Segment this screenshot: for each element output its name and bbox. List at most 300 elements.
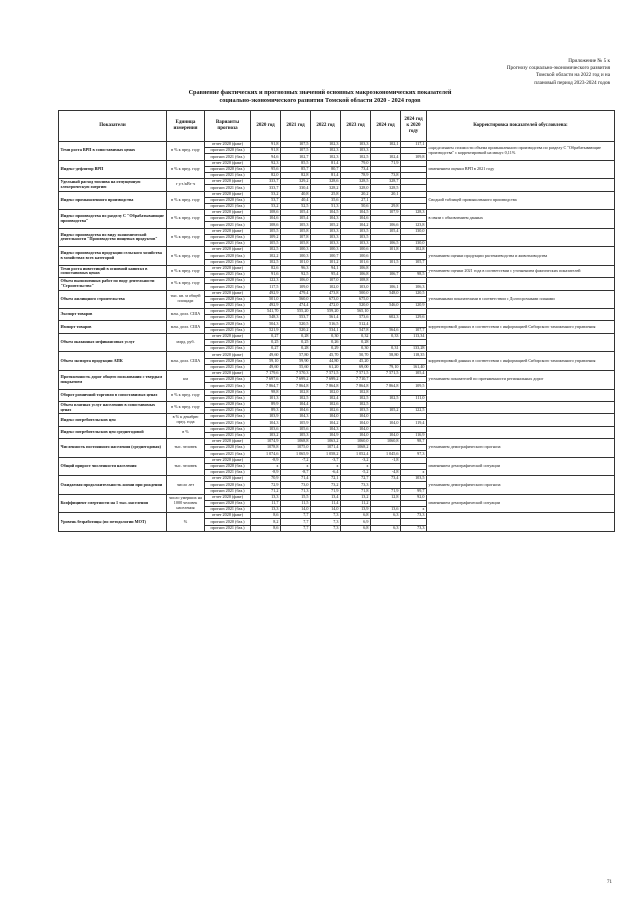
value-cell: 101,2 [311, 259, 341, 265]
ratio-cell: х [401, 507, 427, 513]
variant-cell: прогноз 2021 (баз.) [205, 185, 251, 191]
variant-cell: прогноз 2020 (баз.) [205, 482, 251, 488]
value-cell: 49,60 [251, 364, 281, 370]
value-cell: 564,6 [371, 327, 401, 333]
value-cell: 0,30 [311, 333, 341, 339]
value-cell: 58,80 [371, 352, 401, 358]
value-cell: 107,9 [371, 210, 401, 216]
title-line: Сравнение фактических и прогнозных значений основных макроэкономических показателей [188, 89, 452, 96]
variant-cell: отчет 2020 (факт) [205, 191, 251, 197]
appendix-line: Томской области на 2022 год и на [536, 72, 610, 79]
variant-cell: прогноз 2021 (баз.) [205, 327, 251, 333]
unit-cell: в % к пред. году [167, 210, 205, 229]
variant-cell: прогноз 2020 (баз.) [205, 519, 251, 525]
value-cell: 0,32 [341, 333, 371, 339]
value-cell: 104,2 [341, 222, 371, 228]
value-cell: 89,9 [251, 401, 281, 407]
unit-cell: число умерших на 1000 человек населения [167, 494, 205, 513]
ratio-cell: 111,0 [401, 395, 427, 401]
value-cell: 11,7 [251, 500, 281, 506]
value-cell: 0,28 [341, 340, 371, 346]
indicator-name: Оборот розничной торговли в сопоставимых ценах [59, 389, 167, 401]
ratio-cell: 130,0 [401, 241, 427, 247]
value-cell: 0,33 [371, 333, 401, 339]
value-cell: 108,6 [251, 222, 281, 228]
ratio-cell: 116,9 [401, 432, 427, 438]
value-cell: 14,0 [281, 507, 311, 513]
value-cell: 105,4 [281, 216, 311, 222]
value-cell: 104,2 [311, 420, 341, 426]
variant-cell: отчет 2020 (факт) [205, 142, 251, 148]
ratio-cell: 105,4 [401, 370, 427, 376]
indicator-name: Импорт товаров [59, 321, 167, 333]
value-cell: 573,6 [341, 315, 371, 321]
value-cell: 103,3 [311, 234, 341, 240]
ratio-cell: 106,3 [401, 284, 427, 290]
value-cell: 73,4 [341, 166, 371, 172]
value-cell: 328,5 [341, 179, 371, 185]
value-cell: 105,6 [281, 426, 311, 432]
ratio-cell: 130,0 [401, 228, 427, 234]
value-cell: 0,25 [281, 340, 311, 346]
variant-cell: прогноз 2021 (баз.) [205, 271, 251, 277]
value-cell: 94,1 [311, 265, 341, 271]
table-row [59, 494, 615, 500]
value-cell: 103,6 [251, 426, 281, 432]
comment-cell [427, 426, 615, 438]
value-cell: 104,3 [281, 414, 311, 420]
variant-cell: прогноз 2020 (баз.) [205, 414, 251, 420]
value-cell: 102,5 [281, 395, 311, 401]
value-cell: 20,2 [341, 191, 371, 197]
unit-cell: в % к пред. году [167, 228, 205, 247]
value-cell: -3,7 [311, 457, 341, 463]
value-cell: 107,0 [311, 278, 341, 284]
value-cell: 105,4 [281, 210, 311, 216]
value-cell: 105,3 [281, 432, 311, 438]
variant-cell: прогноз 2020 (баз.) [205, 309, 251, 315]
value-cell: 100,7 [311, 253, 341, 259]
value-cell: 473,8 [311, 290, 341, 296]
value-cell: 328,2 [311, 185, 341, 191]
variant-cell: прогноз 2020 (баз.) [205, 197, 251, 203]
value-cell: 512,4 [341, 321, 371, 327]
variant-cell: прогноз 2020 (баз.) [205, 401, 251, 407]
indicator-name: Индекс-дефлятор ВРП [59, 160, 167, 179]
value-cell: 516,5 [311, 321, 341, 327]
value-cell: 559,20 [311, 309, 341, 315]
value-cell: 61,20 [311, 364, 341, 370]
comment-cell [427, 333, 615, 352]
value-cell: 546,0 [371, 302, 401, 308]
value-cell: 81,4 [311, 172, 341, 178]
value-cell: 69,00 [341, 364, 371, 370]
indicator-name: Уровень безработицы (по методологии МОТ) [59, 513, 167, 532]
value-cell: 94,6 [251, 154, 281, 160]
value-cell: 330,4 [281, 185, 311, 191]
ratio-cell: 97,3 [401, 451, 427, 457]
value-cell: 59,10 [251, 358, 281, 364]
value-cell: 560,0 [281, 296, 311, 302]
appendix-line: плановый период 2023-2024 годов [534, 79, 610, 86]
value-cell: 53,2 [251, 191, 281, 197]
value-cell: 6,3 [371, 513, 401, 519]
value-cell: 500,0 [341, 290, 371, 296]
value-cell: 27,1 [341, 197, 371, 203]
value-cell: 102,7 [281, 154, 311, 160]
variant-cell: отчет 2020 (факт) [205, 247, 251, 253]
ratio-cell: 92,0 [401, 494, 427, 500]
value-cell: 8,6 [251, 513, 281, 519]
value-cell: 7 571,5 [311, 370, 341, 376]
value-cell: 71,4 [281, 476, 311, 482]
value-cell: 548,3 [251, 315, 281, 321]
table-row [59, 439, 615, 445]
variant-cell: прогноз 2020 (баз.) [205, 166, 251, 172]
comment-cell [427, 414, 615, 426]
variant-cell: отчет 2020 (факт) [205, 290, 251, 296]
value-cell: 104,6 [281, 408, 311, 414]
indicator-name: Ожидаемая продолжительность жизни при рождении [59, 476, 167, 495]
value-cell: 520,2 [281, 327, 311, 333]
value-cell: 101,0 [281, 259, 311, 265]
value-cell: 50,70 [341, 352, 371, 358]
variant-cell: прогноз 2020 (баз.) [205, 463, 251, 469]
variant-cell: отчет 2020 (факт) [205, 265, 251, 271]
value-cell: 85,5 [281, 160, 311, 166]
variant-cell: прогноз 2021 (баз.) [205, 432, 251, 438]
value-cell: 13,3 [251, 507, 281, 513]
value-cell: 106,0 [281, 278, 311, 284]
value-cell: 472,0 [311, 302, 341, 308]
unit-cell: млрд. руб. [167, 333, 205, 352]
value-cell: 7 571,5 [341, 370, 371, 376]
ratio-cell: 99,7 [401, 488, 427, 494]
value-cell: 602,3 [371, 315, 401, 321]
value-cell: 521,9 [251, 327, 281, 333]
unit-cell: тыс. человек [167, 439, 205, 458]
value-cell: 12,8 [371, 494, 401, 500]
value-cell: 100,6 [341, 253, 371, 259]
value-cell: 329,2 [281, 179, 311, 185]
value-cell: х [341, 463, 371, 469]
variant-cell: отчет 2020 (факт) [205, 494, 251, 500]
unit-cell: в % к пред. году [167, 278, 205, 290]
comment-cell: Сводной таблицей промышленного производства [427, 191, 615, 210]
value-cell: 98,8 [251, 389, 281, 395]
variant-cell: прогноз 2021 (баз.) [205, 284, 251, 290]
variant-cell: отчет 2020 (факт) [205, 228, 251, 234]
indicator-name: Индекс производства продукции сельского хозяйства в хозяйствах всех категорий [59, 247, 167, 266]
value-cell: 0,28 [281, 333, 311, 339]
value-cell: 6,8 [341, 525, 371, 531]
unit-cell: км [167, 370, 205, 389]
value-cell: 107,5 [281, 148, 311, 154]
ratio-cell: 123,8 [401, 222, 427, 228]
value-cell: 104,0 [341, 432, 371, 438]
variant-cell: прогноз 2020 (баз.) [205, 358, 251, 364]
value-cell: 7 864,8 [371, 383, 401, 389]
ratio-cell: 109,5 [401, 383, 427, 389]
value-cell: 13,4 [311, 494, 341, 500]
table-row [59, 414, 615, 420]
table-row [59, 210, 615, 216]
value-cell: 7 864,8 [311, 383, 341, 389]
value-cell: 1060,0 [341, 439, 371, 445]
unit-cell: в % к пред. году [167, 247, 205, 266]
table-row [59, 333, 615, 339]
ratio-cell: 133,28 [401, 346, 427, 352]
variant-cell: прогноз 2021 (баз.) [205, 241, 251, 247]
comment-cell [427, 179, 615, 191]
table-row [59, 513, 615, 519]
value-cell: 104,6 [341, 216, 371, 222]
value-cell: 555,20 [281, 309, 311, 315]
value-cell: 101,6 [341, 259, 371, 265]
comment-cell [427, 389, 615, 401]
comment-cell: уточнением демографического прогноза [427, 476, 615, 495]
variant-cell: прогноз 2021 (баз.) [205, 364, 251, 370]
indicator-name: Объем экспорта продукции АПК [59, 352, 167, 371]
table-row [59, 247, 615, 253]
value-cell: 7 699,2 [311, 377, 341, 383]
variant-cell: прогноз 2021 (баз.) [205, 395, 251, 401]
value-cell: х [281, 463, 311, 469]
variant-cell: прогноз 2021 (баз.) [205, 488, 251, 494]
variant-cell: прогноз 2021 (баз.) [205, 302, 251, 308]
page-number: 71 [607, 880, 612, 885]
header-2024: 2024 год [371, 111, 401, 142]
value-cell: 96,3 [281, 265, 311, 271]
comment-cell [427, 401, 615, 413]
ratio-cell: 119,4 [401, 420, 427, 426]
value-cell: 673,0 [311, 296, 341, 302]
table-row [59, 401, 615, 407]
value-cell: 8,2 [251, 519, 281, 525]
indicator-name: Объем жилищного строительства [59, 290, 167, 309]
variant-cell: отчет 2020 (факт) [205, 476, 251, 482]
value-cell: 328,5 [371, 185, 401, 191]
value-cell: 548,0 [371, 290, 401, 296]
value-cell: 103,0 [341, 284, 371, 290]
value-cell: 104,3 [311, 426, 341, 432]
unit-cell: тыс. человек [167, 457, 205, 476]
variant-cell: отчет 2020 (факт) [205, 513, 251, 519]
header-comment: Корректировка показателей обусловлена: [427, 111, 615, 142]
value-cell: 102,5 [251, 247, 281, 253]
indicator-name: Численность постоянного населения (среднегодовая) [59, 439, 167, 458]
value-cell: 59,90 [281, 358, 311, 364]
value-cell: 107,5 [281, 142, 311, 148]
value-cell: 7,3 [311, 525, 341, 531]
value-cell: 95,4 [311, 271, 341, 277]
value-cell: 8,6 [251, 525, 281, 531]
header-2022: 2022 год [311, 111, 341, 142]
value-cell: 108,6 [251, 210, 281, 216]
value-cell: 0,25 [251, 340, 281, 346]
value-cell: 71,9 [371, 160, 401, 166]
value-cell: 81,4 [311, 160, 341, 166]
comment-cell [427, 228, 615, 247]
value-cell: 103,3 [341, 142, 371, 148]
indicator-name: Общий прирост численности населения [59, 457, 167, 476]
value-cell: х [311, 463, 341, 469]
unit-cell: число лет [167, 476, 205, 495]
value-cell: 102,3 [311, 148, 341, 154]
ratio-cell: х [401, 469, 427, 475]
variant-cell: отчет 2020 (факт) [205, 352, 251, 358]
variant-cell: прогноз 2021 (баз.) [205, 451, 251, 457]
value-cell: 45,20 [341, 358, 371, 364]
comment-cell [427, 309, 615, 321]
value-cell: 547,8 [341, 327, 371, 333]
unit-cell: в % к декабрю пред. года [167, 414, 205, 426]
value-cell: 102,4 [311, 395, 341, 401]
ratio-cell: 117,1 [401, 142, 427, 148]
value-cell: 71,2 [251, 488, 281, 494]
value-cell: 92,5 [281, 271, 311, 277]
value-cell: 1074,9 [251, 439, 281, 445]
value-cell: 122,3 [251, 278, 281, 284]
value-cell: 7,7 [281, 519, 311, 525]
table-row [59, 309, 615, 315]
ratio-cell: 98,7 [401, 439, 427, 445]
value-cell: 492,9 [251, 302, 281, 308]
value-cell: 7 179,6 [251, 370, 281, 376]
value-cell: 7,3 [311, 519, 341, 525]
value-cell: 91,8 [251, 142, 281, 148]
value-cell: 103,3 [311, 228, 341, 234]
value-cell: 82,8 [281, 172, 311, 178]
value-cell: 15,5 [281, 494, 311, 500]
value-cell: 103,5 [341, 408, 371, 414]
header-2023: 2023 год [341, 111, 371, 142]
variant-cell: отчет 2020 (факт) [205, 160, 251, 166]
variant-cell: прогноз 2021 (баз.) [205, 408, 251, 414]
header-variant: Варианты прогноза [205, 111, 251, 142]
variant-cell: прогноз 2020 (баз.) [205, 296, 251, 302]
indicator-name: Коэффициент смертности на 1 тыс. населения [59, 494, 167, 513]
indicator-name: Индекс производства по виду экономической деятельности "Производство пищевых продуктов" [59, 228, 167, 247]
value-cell: 102,6 [311, 401, 341, 407]
value-cell: 100,3 [281, 247, 311, 253]
header-ratio: 2024 год к 2020 году [401, 111, 427, 142]
value-cell: 25,8 [311, 191, 341, 197]
value-cell: 105,5 [251, 228, 281, 234]
value-cell: 1068,2 [341, 445, 371, 451]
unit-cell: % [167, 513, 205, 532]
ratio-cell: 98,5 [401, 271, 427, 277]
value-cell: 73,8 [371, 172, 401, 178]
comment-cell [427, 513, 615, 532]
table-row [59, 179, 615, 185]
value-cell: 71,9 [371, 488, 401, 494]
variant-cell: прогноз 2020 (баз.) [205, 216, 251, 222]
value-cell: 1 074,6 [251, 451, 281, 457]
value-cell: -1,8 [371, 457, 401, 463]
value-cell: 91,6 [251, 271, 281, 277]
value-cell: -8,7 [281, 469, 311, 475]
table-row [59, 476, 615, 482]
comment-cell: уточненными показателями в соответствии с Долгосрочными планами [427, 290, 615, 309]
variant-cell: отчет 2020 (факт) [205, 370, 251, 376]
value-cell: 7 710,7 [341, 377, 371, 383]
indicator-name: Объем платных услуг населению в сопоставимых ценах [59, 401, 167, 413]
indicators-table [58, 110, 615, 532]
variant-cell: прогноз 2021 (баз.) [205, 525, 251, 531]
value-cell: 101,5 [371, 259, 401, 265]
ratio-cell: 113,34 [401, 333, 427, 339]
value-cell: 102,3 [311, 154, 341, 160]
value-cell: 1068,8 [281, 439, 311, 445]
value-cell: 107,8 [281, 234, 311, 240]
value-cell: 7,7 [281, 513, 311, 519]
value-cell: 105,8 [281, 241, 311, 247]
value-cell: -4,8 [371, 469, 401, 475]
value-cell: 49,60 [251, 352, 281, 358]
value-cell: 82,6 [251, 265, 281, 271]
value-cell: 73,0 [281, 482, 311, 488]
value-cell: 102,0 [311, 389, 341, 395]
value-cell: 104,0 [341, 414, 371, 420]
value-cell: 100,6 [341, 247, 371, 253]
value-cell: 105,8 [281, 228, 311, 234]
indicator-name: Индекс потребительских цен среднегодовой [59, 426, 167, 438]
value-cell: 7 864,8 [341, 383, 371, 389]
unit-cell: в % к пред. году [167, 265, 205, 277]
value-cell: 106,8 [341, 265, 371, 271]
value-cell: 6,9 [341, 519, 371, 525]
indicator-name: Индекс потребительских цен [59, 414, 167, 426]
comment-cell: уточнением показателей по протяженности региональных дорог [427, 370, 615, 389]
unit-cell: млн. долл. США [167, 352, 205, 371]
ratio-cell: 122,5 [401, 408, 427, 414]
value-cell: 0,27 [251, 346, 281, 352]
table-row [59, 389, 615, 395]
value-cell: 104,0 [371, 420, 401, 426]
variant-cell: прогноз 2020 (баз.) [205, 389, 251, 395]
comment-cell [427, 278, 615, 290]
value-cell: 105,2 [371, 408, 401, 414]
variant-cell: прогноз 2020 (баз.) [205, 445, 251, 451]
value-cell: 102,8 [341, 389, 371, 395]
value-cell: 106,8 [341, 271, 371, 277]
ratio-cell: 120,9 [401, 302, 427, 308]
value-cell: 79,0 [341, 160, 371, 166]
value-cell: 561,4 [311, 315, 341, 321]
table-body [59, 142, 615, 532]
value-cell: 53,7 [251, 197, 281, 203]
value-cell: 7 699,2 [281, 377, 311, 383]
variant-cell: прогноз 2021 (баз.) [205, 469, 251, 475]
variant-cell: прогноз 2021 (баз.) [205, 420, 251, 426]
variant-cell: прогноз 2021 (баз.) [205, 259, 251, 265]
table-row [59, 278, 615, 284]
variant-cell: прогноз 2021 (баз.) [205, 222, 251, 228]
value-cell: 102,5 [341, 401, 371, 407]
variant-cell: прогноз 2021 (баз.) [205, 507, 251, 513]
value-cell: 7,3 [311, 513, 341, 519]
value-cell: 504,3 [251, 321, 281, 327]
ratio-cell: 105,7 [401, 259, 427, 265]
value-cell: 565,10 [341, 309, 371, 315]
value-cell: 333,7 [251, 179, 281, 185]
table-header-row [59, 111, 615, 142]
comment-cell: уточнением оценки 2021 года в соответствии с уточнением фактических показателей [427, 265, 615, 277]
value-cell: 1060,8 [371, 439, 401, 445]
indicator-name: Темп роста ВРП в сопоставимых ценах [59, 142, 167, 161]
value-cell: 85,7 [281, 166, 311, 172]
